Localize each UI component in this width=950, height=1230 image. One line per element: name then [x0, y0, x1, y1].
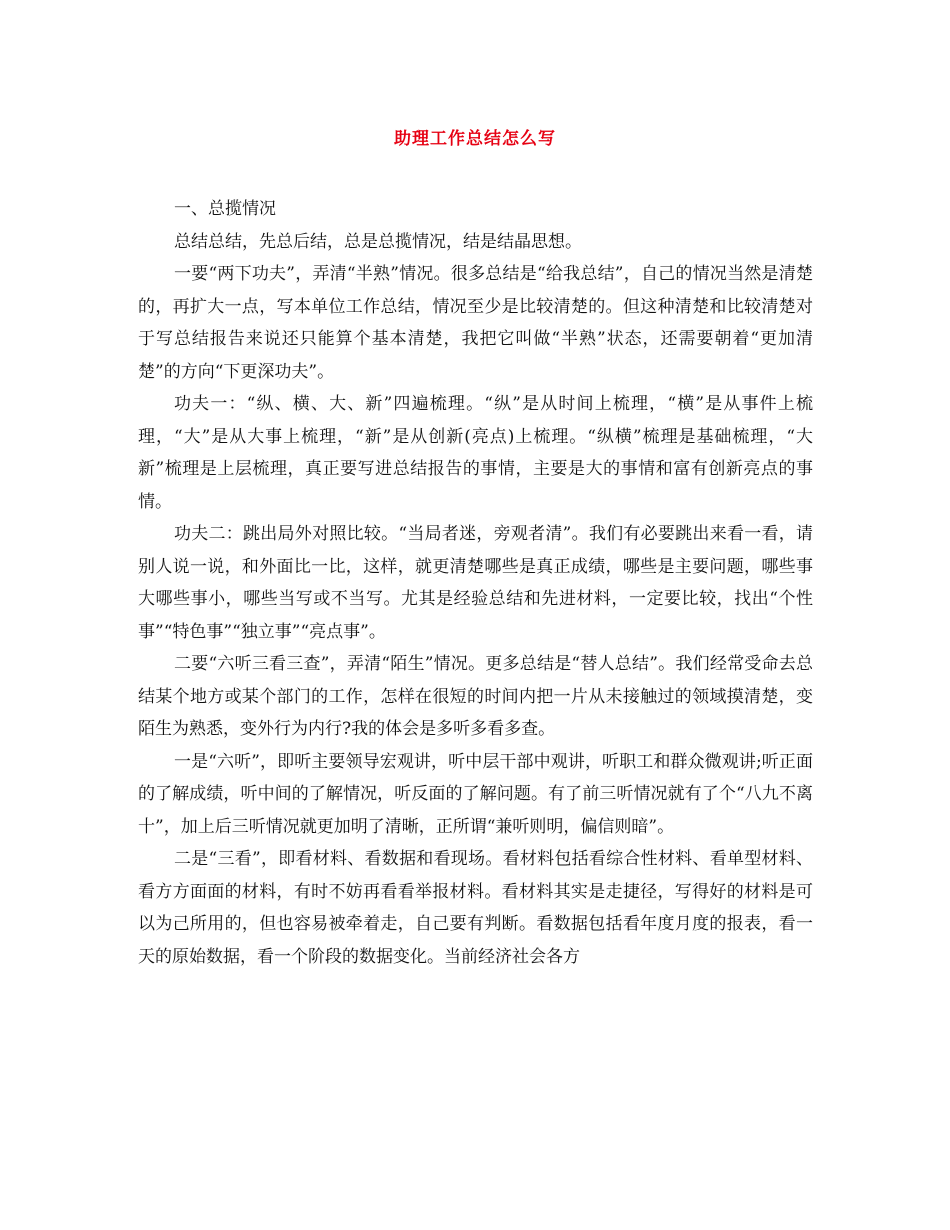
paragraph: 一要“两下功夫”，弄清“半熟”情况。很多总结是“给我总结”，自己的情况当然是清楚的，再扩大一点，写本单位工作总结，情况至少是比较清楚的。但这种清楚和比较清楚对于写总结报告来说还只能算个基本清楚，我把它叫做“半熟”状态，还需要朝着“更加清楚”的方向“下更深功夫”。 — [138, 264, 813, 382]
paragraph: 总结总结，先总后结，总是总揽情况，结是结晶思想。 — [174, 231, 582, 252]
paragraph: 功夫一：“纵、横、大、新”四遍梳理。“纵”是从时间上梳理，“横”是从事件上梳理，“大”是从大事上梳理，“新”是从创新(亮点)上梳理。“纵横”梳理是基础梳理，“大新”梳理是上层梳理，真正要写进总结报告的事情，主要是大的事情和富有创新亮点的事情。 — [138, 394, 813, 512]
document-body — [138, 193, 813, 973]
paragraph: 一是“六听”，即听主要领导宏观讲，听中层干部中观讲，听职工和群众微观讲;听正面的了解成绩，听中间的了解情况，听反面的了解问题。有了前三听情况就有了个“八九不离十”，加上后三听情况就更加明了清晰，正所谓“兼听则明，偏信则暗”。 — [138, 751, 813, 837]
paragraph: 二要“六听三看三查”，弄清“陌生”情况。更多总结是“替人总结”。我们经常受命去总结某个地方或某个部门的工作，怎样在很短的时间内把一片从未接触过的领域摸清楚，变陌生为熟悉，变外行为内行?我的体会是多听多看多查。 — [138, 654, 813, 739]
paragraph: 二是“三看”，即看材料、看数据和看现场。看材料包括看综合性材料、看单型材料、看方方面面的材料，有时不妨再看看举报材料。看材料其实是走捷径，写得好的材料是可以为己所用的，但也容易被牵着走，自己要有判断。看数据包括看年度月度的报表，看一天的原始数据，看一个阶段的数据变化。当前经济社会各方 — [138, 849, 813, 967]
document-title: 助理工作总结怎么写 — [394, 129, 556, 149]
paragraph: 功夫二：跳出局外对照比较。“当局者迷，旁观者清”。我们有必要跳出来看一看，请别人说一说，和外面比一比，这样，就更清楚哪些是真正成绩，哪些是主要问题，哪些事大哪些事小，哪些当写或不当写。尤其是经验总结和先进材料，一定要比较，找出“个性事”“特色事”“独立事”“亮点事”。 — [138, 524, 813, 642]
section-heading: 一、总揽情况 — [174, 199, 276, 219]
